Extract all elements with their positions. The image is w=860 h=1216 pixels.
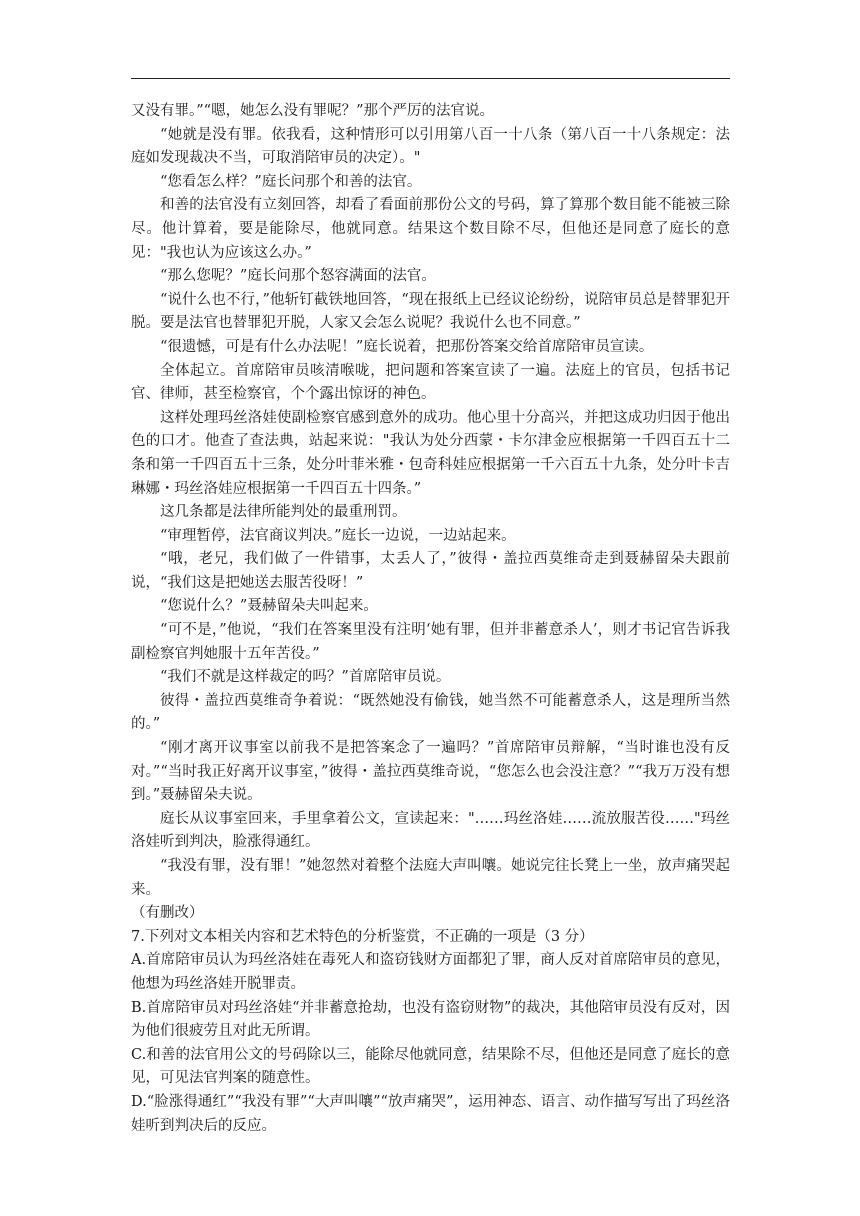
paragraph: “审理暂停，法官商议判决。”庭长一边说，一边站起来。 bbox=[160, 527, 516, 544]
paragraph: “那么您呢？”庭长问那个怒容满面的法官。 bbox=[160, 268, 436, 285]
paragraph: “我没有罪，没有罪！”她忽然对着整个法庭大声叫嚷。她说完往长凳上一坐，放声痛哭起来。 bbox=[131, 858, 730, 898]
paragraph: 庭长从议事室回来，手里拿着公文，宣读起来："……玛丝洛娃……流放服苦役……"玛丝洛娃听到判决，脸涨得通红。 bbox=[131, 810, 730, 851]
paragraph: 这样处理玛丝洛娃使副检察官感到意外的成功。他心里十分高兴，并把这成功归因于他出色的口才。他查了查法典，站起来说："我认为处分西蒙・卡尔津金应根据第一千四百五十二条和第一千四百五十三条，处分叶菲米雅・包奇科娃应根据第一千六百五十九条，处分叶卡吉琳娜・玛丝洛娃应根据第一千四百五十四条。” bbox=[131, 409, 730, 497]
paragraph: 彼得・盖拉西莫维奇争着说：“既然她没有偷钱，她当然不可能蓄意杀人，这是理所当然的。” bbox=[131, 692, 730, 733]
header-rule bbox=[131, 78, 730, 79]
text-body bbox=[131, 100, 730, 1138]
paragraph: 和善的法官没有立刻回答，却看了看面前那份公文的号码，算了算那个数目能不能被三除尽。他计算着，要是能除尽，他就同意。结果这个数目除不尽，但他还是同意了庭长的意见："我也认为应该这么办。” bbox=[131, 197, 730, 261]
paragraph: “她就是没有罪。依我看，这种情形可以引用第八百一十八条（第八百一十八条规定：法庭如发现裁决不当，可取消陪审员的决定）。" bbox=[131, 126, 730, 167]
paragraph: “哦，老兄，我们做了一件错事，太丢人了，”彼得・盖拉西莫维奇走到聂赫留朵夫跟前说，“我们这是把她送去服苦役呀！” bbox=[131, 551, 730, 591]
paragraph: “很遗憾，可是有什么办法呢！”庭长说着，把那份答案交给首席陪审员宣读。 bbox=[160, 338, 654, 355]
option-a: A.首席陪审员认为玛丝洛娃在毒死人和盗窃钱财方面都犯了罪，商人反对首席陪审员的意见，他想为玛丝洛娃开脱罪责。 bbox=[131, 952, 730, 992]
paragraph: “您说什么？”聂赫留朵夫叫起来。 bbox=[160, 598, 378, 615]
question-stem: 7.下列对文本相关内容和艺术特色的分析鉴赏，不正确的一项是（3 分） bbox=[131, 928, 594, 945]
paragraph: “我们不就是这样裁定的吗？”首席陪审员说。 bbox=[160, 669, 451, 686]
source-note: （有删改） bbox=[131, 905, 204, 922]
paragraph: “您看怎么样？”庭长问那个和善的法官。 bbox=[160, 173, 422, 190]
paragraph: “说什么也不行，”他斩钉截铁地回答，“现在报纸上已经议论纷纷，说陪审员总是替罪犯开脱。要是法官也替罪犯开脱，人家又会怎么说呢？我说什么也不同意。” bbox=[131, 291, 730, 332]
paragraph: 这几条都是法律所能判处的最重刑罚。 bbox=[160, 504, 407, 521]
option-c: C.和善的法官用公文的号码除以三，能除尽他就同意，结果除不尽，但他还是同意了庭长的意见，可见法官判案的随意性。 bbox=[131, 1046, 730, 1087]
option-b: B.首席陪审员对玛丝洛娃“并非蓄意抢劫，也没有盗窃财物”的裁决，其他陪审员没有反对，因为他们很疲劳且对此无所谓。 bbox=[131, 999, 730, 1040]
paragraph: 全体起立。首席陪审员咳清喉咙，把问题和答案宣读了一遍。法庭上的官员，包括书记官、律师，甚至检察官，个个露出惊讶的神色。 bbox=[131, 362, 730, 403]
paragraph: “可不是，”他说，“我们在答案里没有注明‘她有罪，但并非蓄意杀人’，则才书记官告诉我副检察官判她服十五年苦役。” bbox=[131, 622, 730, 662]
paragraph: “刚才离开议事室以前我不是把答案念了一遍吗？”首席陪审员辩解，“当时谁也没有反对。”“当时我正好离开议事室，”彼得・盖拉西莫维奇说，“您怎么也会没注意？”“我万万没有想到。”聂赫留朵夫说。 bbox=[131, 740, 730, 804]
paragraph: 又没有罪。”“嗯，她怎么没有罪呢？”那个严厉的法官说。 bbox=[131, 103, 494, 119]
option-d: D.“脸涨得通红”“我没有罪”“大声叫嚷”“放声痛哭”，运用神态、语言、动作描写写出了玛丝洛娃听到判决后的反应。 bbox=[131, 1093, 730, 1134]
